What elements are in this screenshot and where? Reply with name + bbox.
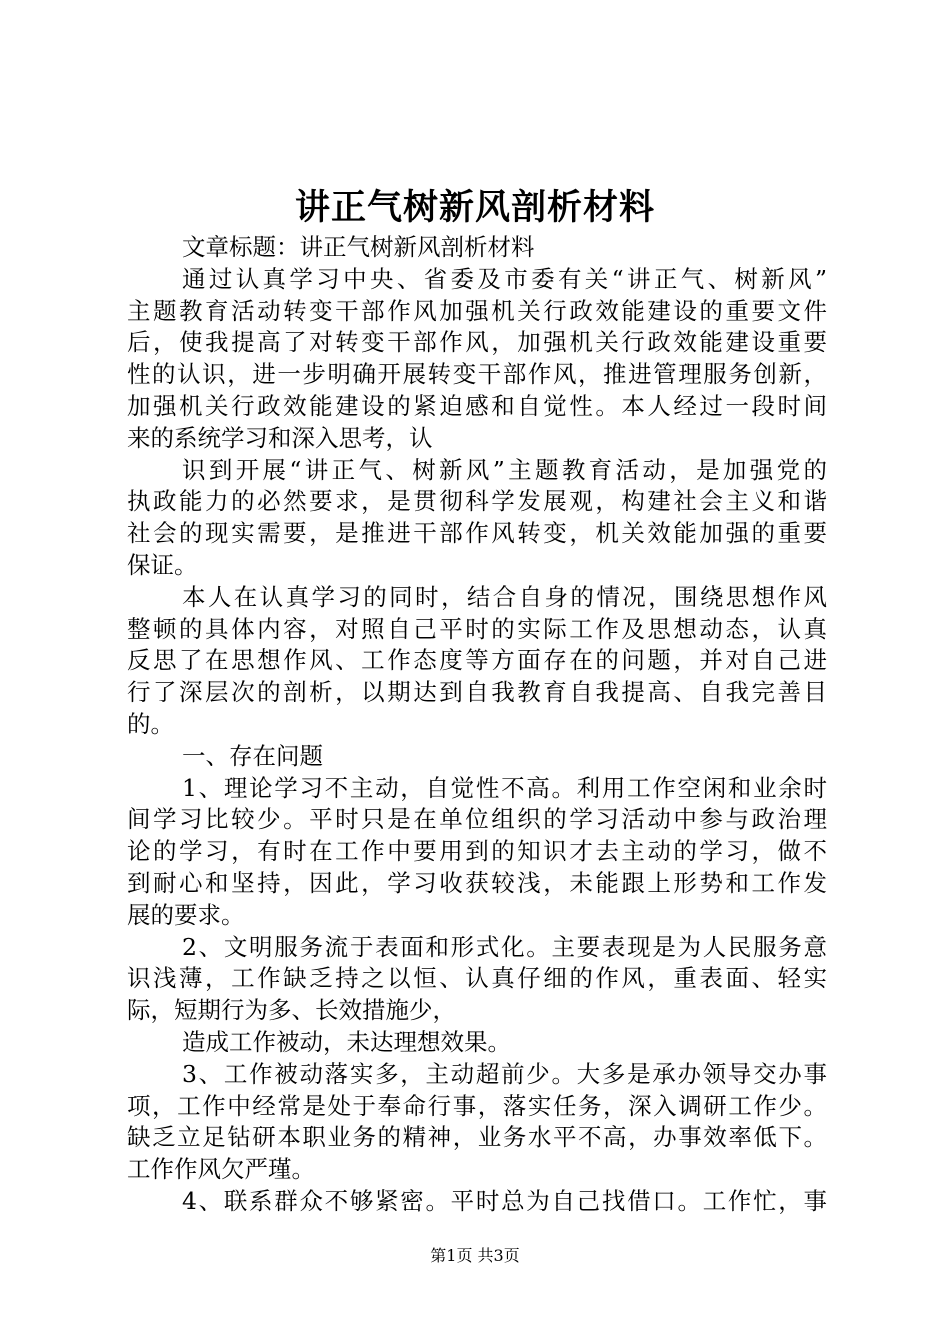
document-body xyxy=(127,232,827,1218)
text-line: 保证。 xyxy=(127,550,198,579)
text-line: 反思了在思想作风、工作态度等方面存在的问题，并对自己进 xyxy=(127,646,827,675)
text-line: 识浅薄，工作缺乏持之以恒、认真仔细的作风，重表面、轻实 xyxy=(127,964,827,993)
text-line: 性的认识，进一步明确开展转变干部作风，推进管理服务创新， xyxy=(127,360,827,389)
text-line: 行了深层次的剖析，以期达到自我教育自我提高、自我完善目 xyxy=(127,678,827,707)
text-line: 2、文明服务流于表面和形式化。主要表现是为人民服务意 xyxy=(182,932,827,961)
text-line: 识到开展“讲正气、树新风”主题教育活动，是加强党的 xyxy=(182,455,827,484)
text-line: 加强机关行政效能建设的紧迫感和自觉性。本人经过一段时间 xyxy=(127,391,827,420)
text-line: 执政能力的必然要求，是贯彻科学发展观，构建社会主义和谐 xyxy=(127,487,827,516)
text-line: 论的学习，有时在工作中要用到的知识才去主动的学习，做不 xyxy=(127,837,827,866)
text-line: 间学习比较少。平时只是在单位组织的学习活动中参与政治理 xyxy=(127,805,827,834)
text-line: 4、联系群众不够紧密。平时总为自己找借口。工作忙，事 xyxy=(182,1186,827,1215)
text-line: 3、工作被动落实多，主动超前少。大多是承办领导交办事 xyxy=(182,1059,827,1088)
document-title: 讲正气树新风剖析材料 xyxy=(294,187,655,228)
page-footer: 第1页 共3页 xyxy=(430,1246,520,1265)
text-line: 社会的现实需要，是推进干部作风转变，机关效能加强的重要 xyxy=(127,519,827,548)
text-line: 1、理论学习不主动，自觉性不高。利用工作空闲和业余时 xyxy=(182,773,827,802)
text-line: 一、存在问题 xyxy=(182,741,323,770)
text-line: 项，工作中经常是处于奉命行事，落实任务，深入调研工作少。 xyxy=(127,1091,827,1120)
text-line: 主题教育活动转变干部作风加强机关行政效能建设的重要文件 xyxy=(127,296,827,325)
text-line: 际，短期行为多、长效措施少， xyxy=(127,996,456,1025)
text-line: 文章标题：讲正气树新风剖析材料 xyxy=(182,233,535,261)
text-line: 展的要求。 xyxy=(127,900,245,929)
text-line: 的。 xyxy=(127,709,174,738)
text-line: 通过认真学习中央、省委及市委有关“讲正气、树新风” xyxy=(182,264,827,293)
text-line: 到耐心和坚持，因此，学习收获较浅，未能跟上形势和工作发 xyxy=(127,868,827,897)
text-line: 来的系统学习和深入思考，认 xyxy=(127,423,433,452)
text-line: 本人在认真学习的同时，结合自身的情况，围绕思想作风 xyxy=(182,582,827,611)
text-line: 工作作风欠严瑾。 xyxy=(127,1155,315,1184)
text-line: 造成工作被动，未达理想效果。 xyxy=(182,1027,511,1056)
text-line: 后，使我提高了对转变干部作风，加强机关行政效能建设重要 xyxy=(127,328,827,357)
text-line: 缺乏立足钻研本职业务的精神，业务水平不高，办事效率低下。 xyxy=(127,1123,827,1152)
text-line: 整顿的具体内容，对照自己平时的实际工作及思想动态，认真 xyxy=(127,614,827,643)
